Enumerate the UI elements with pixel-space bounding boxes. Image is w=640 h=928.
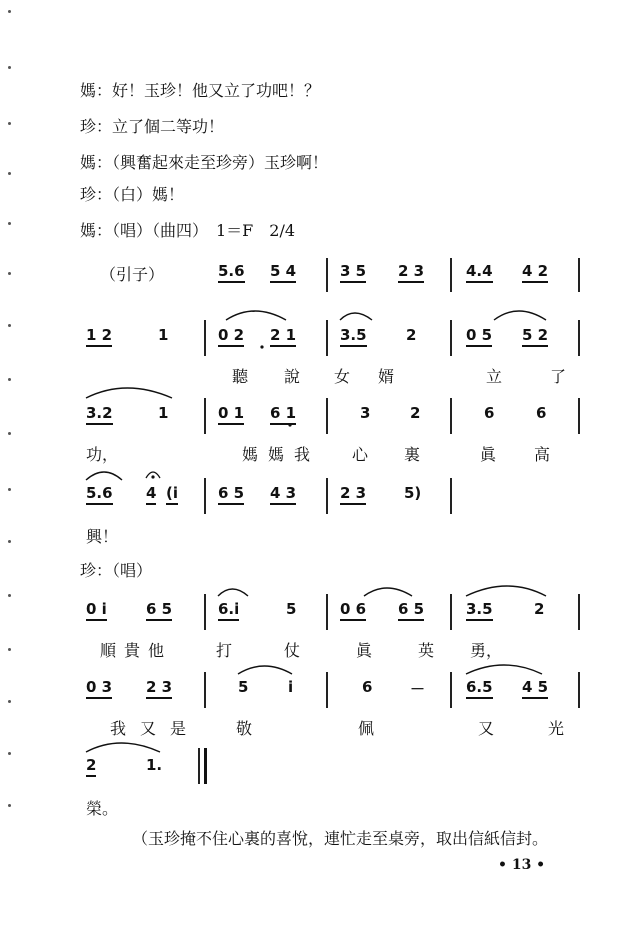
dialogue-line: 媽：好！玉珍！他又立了功吧！？ bbox=[80, 81, 321, 100]
lyric: 又 bbox=[140, 719, 157, 738]
lyric: 他 bbox=[148, 641, 165, 660]
lyric: 說 bbox=[284, 367, 301, 386]
lyric: 眞 bbox=[480, 445, 497, 464]
note: 4 bbox=[146, 484, 156, 505]
intro-label: （引子） bbox=[100, 265, 165, 284]
note-group: 0 6 bbox=[340, 600, 366, 621]
note: 1 bbox=[158, 404, 169, 422]
note-group: 2 3 bbox=[398, 262, 424, 283]
note: 2 bbox=[410, 404, 421, 422]
slur bbox=[340, 313, 372, 320]
note: 1 bbox=[158, 326, 169, 344]
slur bbox=[238, 666, 292, 674]
lyric: 順 bbox=[100, 641, 117, 660]
note: 5 bbox=[238, 678, 249, 696]
lyric: 勇， bbox=[470, 641, 503, 660]
lyric: 了 bbox=[550, 367, 567, 386]
note-group: 4 5 bbox=[522, 678, 548, 699]
note-group: 4 3 bbox=[270, 484, 296, 505]
note-group: 5.6 bbox=[86, 484, 113, 505]
lyric: 高 bbox=[534, 445, 551, 464]
note-group: 0 3 bbox=[86, 678, 112, 699]
note: 2 bbox=[534, 600, 545, 618]
note-group: 5.6 bbox=[218, 262, 245, 283]
note-group: 2 1 bbox=[270, 326, 296, 347]
lyric: 我 bbox=[294, 445, 311, 464]
note-group: 0 2 bbox=[218, 326, 244, 347]
octave-dot bbox=[288, 423, 291, 426]
slur bbox=[466, 586, 546, 596]
lyric: 聽 bbox=[232, 367, 249, 386]
note: i bbox=[288, 678, 294, 696]
slur bbox=[364, 588, 412, 596]
note-group: 4.4 bbox=[466, 262, 493, 283]
stage-direction: （玉珍掩不住心裏的喜悅，連忙走至桌旁，取出信紙信封。 bbox=[132, 829, 549, 848]
note-group: 3 5 bbox=[340, 262, 366, 283]
lyric: 婿 bbox=[378, 367, 395, 386]
lyric: 敬 bbox=[236, 719, 253, 738]
lyric: 打 bbox=[216, 641, 233, 660]
dialogue-line: 媽：（唱）（曲四） 1＝F 2/4 bbox=[80, 221, 296, 240]
page-number: • 13 • bbox=[498, 857, 546, 873]
note-group: 6 5 bbox=[146, 600, 172, 621]
lyric: 貴 bbox=[124, 641, 141, 660]
lyric: 裏 bbox=[404, 445, 421, 464]
note-group: 1 2 bbox=[86, 326, 112, 347]
slur bbox=[86, 472, 122, 480]
dialogue-line: 媽：（興奮起來走至珍旁）玉珍啊！ bbox=[80, 153, 329, 172]
lyric: 是 bbox=[170, 719, 187, 738]
lyric: 立 bbox=[486, 367, 503, 386]
lyric: 榮。 bbox=[86, 799, 119, 818]
note-group: 6.5 bbox=[466, 678, 493, 699]
dialogue-line: 珍：立了個二等功！ bbox=[80, 117, 225, 136]
note-group: 2 3 bbox=[146, 678, 172, 699]
note: 6 bbox=[536, 404, 547, 422]
slur bbox=[466, 665, 542, 674]
lyric: 媽 bbox=[242, 445, 259, 464]
lyric: 心 bbox=[352, 445, 369, 464]
lyric: 英 bbox=[418, 641, 435, 660]
note: 2 bbox=[86, 756, 96, 777]
note: 5 bbox=[286, 600, 297, 618]
note-group: 6 5 bbox=[398, 600, 424, 621]
note-group: 5 2 bbox=[522, 326, 548, 347]
note: (i bbox=[166, 484, 178, 505]
note-group: 3.5 bbox=[340, 326, 367, 347]
note-group: 3.2 bbox=[86, 404, 113, 425]
lyric: 媽 bbox=[268, 445, 285, 464]
note-group: 3.5 bbox=[466, 600, 493, 621]
lyric: 光 bbox=[548, 719, 565, 738]
lyric: 眞 bbox=[356, 641, 373, 660]
note-group: 6 1 bbox=[270, 404, 296, 425]
note-group: 6 5 bbox=[218, 484, 244, 505]
lyric: 又 bbox=[478, 719, 495, 738]
note: 6 bbox=[484, 404, 495, 422]
lyric: 女 bbox=[334, 367, 351, 386]
note-group: 4 2 bbox=[522, 262, 548, 283]
note: 5) bbox=[404, 484, 422, 502]
lyric: 仗 bbox=[284, 641, 301, 660]
lyric: 我 bbox=[110, 719, 127, 738]
note-group: 0 i bbox=[86, 600, 107, 621]
lyric: 功， bbox=[86, 445, 119, 464]
note-group: 2 3 bbox=[340, 484, 366, 505]
octave-dot bbox=[260, 345, 263, 348]
dialogue-line: 珍：（白）媽！ bbox=[80, 185, 185, 204]
note: 2 bbox=[406, 326, 417, 344]
note: 6 bbox=[362, 678, 373, 696]
slur bbox=[218, 589, 248, 596]
lyric: 佩 bbox=[358, 719, 375, 738]
note-group: 5 4 bbox=[270, 262, 296, 283]
note-group: 6.i bbox=[218, 600, 239, 621]
slur bbox=[86, 743, 160, 752]
note: － bbox=[410, 680, 426, 698]
slur bbox=[86, 388, 172, 398]
slur bbox=[226, 311, 286, 320]
lyric: 興！ bbox=[86, 527, 119, 546]
note: 1. bbox=[146, 756, 163, 774]
fermata-dot bbox=[151, 475, 154, 478]
slur bbox=[494, 311, 546, 320]
singer-cue: 珍：（唱） bbox=[80, 561, 153, 580]
note: 3 bbox=[360, 404, 371, 422]
note-group: 0 1 bbox=[218, 404, 244, 425]
note-group: 0 5 bbox=[466, 326, 492, 347]
